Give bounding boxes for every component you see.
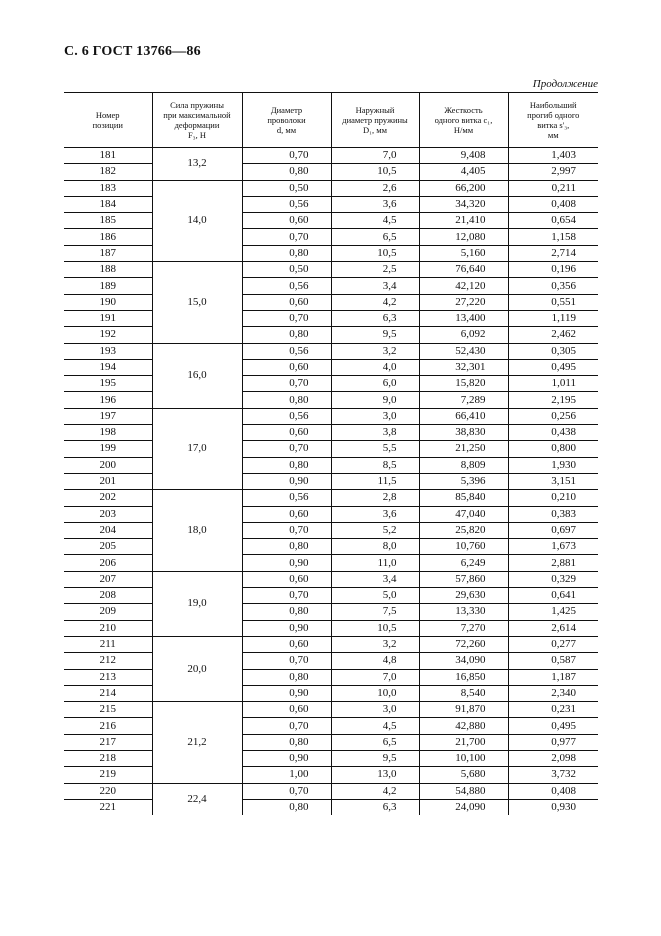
cell-deflection: 1,119 [508, 310, 598, 326]
table-row [64, 718, 598, 734]
cell-position: 197 [64, 408, 152, 424]
cell-spring-force: 13,2 [152, 148, 242, 181]
cell-position: 184 [64, 196, 152, 212]
cell-stiffness: 66,200 [419, 180, 508, 196]
cell-outer-diameter: 3,8 [331, 425, 419, 441]
cell-stiffness: 25,820 [419, 522, 508, 538]
table-row [64, 506, 598, 522]
cell-stiffness: 42,120 [419, 278, 508, 294]
cell-position: 205 [64, 539, 152, 555]
cell-outer-diameter: 11,5 [331, 473, 419, 489]
cell-outer-diameter: 8,0 [331, 539, 419, 555]
cell-deflection: 1,930 [508, 457, 598, 473]
cell-stiffness: 6,092 [419, 327, 508, 343]
cell-stiffness: 16,850 [419, 669, 508, 685]
cell-stiffness: 27,220 [419, 294, 508, 310]
cell-position: 198 [64, 425, 152, 441]
table-row [64, 653, 598, 669]
cell-outer-diameter: 10,5 [331, 245, 419, 261]
cell-wire-diameter: 0,90 [242, 750, 331, 766]
page-title: С. 6 ГОСТ 13766—86 [64, 44, 201, 59]
cell-position: 192 [64, 327, 152, 343]
cell-spring-force: 14,0 [152, 180, 242, 261]
cell-position: 213 [64, 669, 152, 685]
cell-stiffness: 8,540 [419, 685, 508, 701]
cell-outer-diameter: 3,0 [331, 408, 419, 424]
cell-deflection: 0,587 [508, 653, 598, 669]
table-row [64, 799, 598, 815]
cell-outer-diameter: 3,6 [331, 196, 419, 212]
cell-outer-diameter: 3,4 [331, 571, 419, 587]
cell-outer-diameter: 2,6 [331, 180, 419, 196]
cell-position: 215 [64, 702, 152, 718]
cell-wire-diameter: 0,70 [242, 783, 331, 799]
cell-outer-diameter: 2,8 [331, 490, 419, 506]
cell-deflection: 1,158 [508, 229, 598, 245]
cell-wire-diameter: 0,60 [242, 506, 331, 522]
cell-position: 212 [64, 653, 152, 669]
cell-position: 190 [64, 294, 152, 310]
cell-outer-diameter: 5,5 [331, 441, 419, 457]
table-row [64, 310, 598, 326]
cell-wire-diameter: 0,60 [242, 571, 331, 587]
cell-stiffness: 7,289 [419, 392, 508, 408]
table-row [64, 767, 598, 783]
cell-stiffness: 12,080 [419, 229, 508, 245]
cell-position: 194 [64, 359, 152, 375]
cell-wire-diameter: 0,60 [242, 294, 331, 310]
header-coil-stiffness: Жесткость одного витка c₁, Н/мм [419, 93, 508, 148]
table-row [64, 148, 598, 164]
cell-stiffness: 9,408 [419, 148, 508, 164]
cell-outer-diameter: 4,2 [331, 783, 419, 799]
cell-stiffness: 4,405 [419, 164, 508, 180]
table-row [64, 571, 598, 587]
table-row [64, 669, 598, 685]
cell-deflection: 0,329 [508, 571, 598, 587]
table-row [64, 359, 598, 375]
cell-position: 191 [64, 310, 152, 326]
cell-deflection: 0,641 [508, 588, 598, 604]
cell-deflection: 1,403 [508, 148, 598, 164]
table-row [64, 457, 598, 473]
cell-deflection: 2,881 [508, 555, 598, 571]
cell-wire-diameter: 0,60 [242, 213, 331, 229]
cell-spring-force: 16,0 [152, 343, 242, 408]
cell-deflection: 1,673 [508, 539, 598, 555]
cell-outer-diameter: 6,5 [331, 229, 419, 245]
cell-stiffness: 8,809 [419, 457, 508, 473]
cell-position: 203 [64, 506, 152, 522]
cell-stiffness: 42,880 [419, 718, 508, 734]
cell-deflection: 0,977 [508, 734, 598, 750]
cell-deflection: 3,151 [508, 473, 598, 489]
cell-outer-diameter: 5,0 [331, 588, 419, 604]
cell-stiffness: 10,760 [419, 539, 508, 555]
cell-position: 219 [64, 767, 152, 783]
cell-wire-diameter: 0,90 [242, 555, 331, 571]
table-row [64, 539, 598, 555]
cell-position: 210 [64, 620, 152, 636]
cell-wire-diameter: 0,80 [242, 327, 331, 343]
cell-wire-diameter: 0,70 [242, 653, 331, 669]
cell-position: 189 [64, 278, 152, 294]
cell-wire-diameter: 0,80 [242, 539, 331, 555]
cell-outer-diameter: 7,0 [331, 148, 419, 164]
cell-deflection: 0,551 [508, 294, 598, 310]
cell-stiffness: 5,160 [419, 245, 508, 261]
cell-wire-diameter: 0,56 [242, 196, 331, 212]
cell-position: 206 [64, 555, 152, 571]
cell-deflection: 0,930 [508, 799, 598, 815]
cell-deflection: 0,277 [508, 636, 598, 652]
cell-outer-diameter: 4,0 [331, 359, 419, 375]
cell-position: 187 [64, 245, 152, 261]
table-row [64, 213, 598, 229]
table-header-row [64, 93, 598, 148]
cell-stiffness: 24,090 [419, 799, 508, 815]
cell-outer-diameter: 4,5 [331, 718, 419, 734]
table-row [64, 343, 598, 359]
table-row [64, 636, 598, 652]
table-row [64, 262, 598, 278]
table-row [64, 229, 598, 245]
table-row [64, 620, 598, 636]
cell-outer-diameter: 2,5 [331, 262, 419, 278]
table-row [64, 588, 598, 604]
cell-wire-diameter: 0,80 [242, 604, 331, 620]
cell-deflection: 0,408 [508, 783, 598, 799]
cell-deflection: 2,997 [508, 164, 598, 180]
spring-parameters-table [64, 92, 598, 815]
cell-position: 195 [64, 376, 152, 392]
table-row [64, 196, 598, 212]
table-row [64, 522, 598, 538]
cell-wire-diameter: 0,90 [242, 620, 331, 636]
cell-wire-diameter: 1,00 [242, 767, 331, 783]
cell-spring-force: 20,0 [152, 636, 242, 701]
cell-wire-diameter: 0,80 [242, 799, 331, 815]
table-row [64, 783, 598, 799]
cell-outer-diameter: 10,5 [331, 620, 419, 636]
cell-outer-diameter: 10,0 [331, 685, 419, 701]
cell-outer-diameter: 7,0 [331, 669, 419, 685]
cell-wire-diameter: 0,50 [242, 262, 331, 278]
cell-outer-diameter: 13,0 [331, 767, 419, 783]
cell-stiffness: 21,250 [419, 441, 508, 457]
cell-deflection: 0,231 [508, 702, 598, 718]
cell-wire-diameter: 0,70 [242, 310, 331, 326]
cell-deflection: 3,732 [508, 767, 598, 783]
cell-position: 196 [64, 392, 152, 408]
header-max-deflection: Наибольший прогиб одного витка s'₃, мм [508, 93, 598, 148]
cell-position: 186 [64, 229, 152, 245]
cell-position: 199 [64, 441, 152, 457]
cell-outer-diameter: 4,5 [331, 213, 419, 229]
continuation-label: Продолжение [532, 78, 598, 90]
table-row [64, 245, 598, 261]
cell-position: 185 [64, 213, 152, 229]
cell-position: 193 [64, 343, 152, 359]
cell-stiffness: 15,820 [419, 376, 508, 392]
cell-outer-diameter: 6,3 [331, 310, 419, 326]
cell-deflection: 0,383 [508, 506, 598, 522]
cell-wire-diameter: 0,80 [242, 669, 331, 685]
cell-stiffness: 5,396 [419, 473, 508, 489]
cell-deflection: 0,438 [508, 425, 598, 441]
cell-spring-force: 21,2 [152, 702, 242, 783]
table-row [64, 278, 598, 294]
table-row [64, 392, 598, 408]
cell-outer-diameter: 6,5 [331, 734, 419, 750]
cell-deflection: 0,495 [508, 718, 598, 734]
table-row [64, 294, 598, 310]
cell-stiffness: 5,680 [419, 767, 508, 783]
cell-position: 214 [64, 685, 152, 701]
cell-spring-force: 22,4 [152, 783, 242, 815]
cell-wire-diameter: 0,56 [242, 408, 331, 424]
cell-outer-diameter: 6,0 [331, 376, 419, 392]
cell-position: 188 [64, 262, 152, 278]
cell-outer-diameter: 11,0 [331, 555, 419, 571]
cell-position: 211 [64, 636, 152, 652]
cell-deflection: 2,195 [508, 392, 598, 408]
cell-deflection: 0,356 [508, 278, 598, 294]
cell-wire-diameter: 0,70 [242, 229, 331, 245]
table-row [64, 473, 598, 489]
cell-position: 183 [64, 180, 152, 196]
cell-outer-diameter: 9,5 [331, 750, 419, 766]
cell-outer-diameter: 4,2 [331, 294, 419, 310]
cell-wire-diameter: 0,70 [242, 148, 331, 164]
table-row [64, 750, 598, 766]
header-spring-force: Сила пружины при максимальной деформации F₃, Н [152, 93, 242, 148]
cell-deflection: 1,011 [508, 376, 598, 392]
cell-deflection: 0,210 [508, 490, 598, 506]
cell-outer-diameter: 7,5 [331, 604, 419, 620]
cell-wire-diameter: 0,70 [242, 376, 331, 392]
cell-spring-force: 15,0 [152, 262, 242, 343]
cell-stiffness: 13,400 [419, 310, 508, 326]
cell-position: 201 [64, 473, 152, 489]
cell-position: 208 [64, 588, 152, 604]
header-wire-diameter: Диаметр проволоки d, мм [242, 93, 331, 148]
table-row [64, 702, 598, 718]
cell-wire-diameter: 0,80 [242, 164, 331, 180]
cell-wire-diameter: 0,50 [242, 180, 331, 196]
cell-position: 220 [64, 783, 152, 799]
table-row [64, 490, 598, 506]
cell-position: 217 [64, 734, 152, 750]
table-row [64, 425, 598, 441]
cell-wire-diameter: 0,70 [242, 718, 331, 734]
cell-deflection: 2,614 [508, 620, 598, 636]
cell-outer-diameter: 3,2 [331, 343, 419, 359]
cell-wire-diameter: 0,56 [242, 343, 331, 359]
header-position-number: Номер позиции [64, 93, 152, 148]
cell-wire-diameter: 0,80 [242, 245, 331, 261]
table-row [64, 327, 598, 343]
cell-stiffness: 91,870 [419, 702, 508, 718]
cell-stiffness: 66,410 [419, 408, 508, 424]
cell-wire-diameter: 0,80 [242, 457, 331, 473]
table-row [64, 555, 598, 571]
cell-spring-force: 18,0 [152, 490, 242, 571]
cell-wire-diameter: 0,70 [242, 522, 331, 538]
cell-stiffness: 34,090 [419, 653, 508, 669]
cell-position: 209 [64, 604, 152, 620]
cell-outer-diameter: 3,0 [331, 702, 419, 718]
cell-outer-diameter: 5,2 [331, 522, 419, 538]
cell-position: 207 [64, 571, 152, 587]
cell-deflection: 0,196 [508, 262, 598, 278]
cell-deflection: 0,211 [508, 180, 598, 196]
cell-wire-diameter: 0,90 [242, 473, 331, 489]
table-row [64, 180, 598, 196]
cell-wire-diameter: 0,60 [242, 425, 331, 441]
cell-wire-diameter: 0,80 [242, 734, 331, 750]
cell-deflection: 0,800 [508, 441, 598, 457]
cell-stiffness: 7,270 [419, 620, 508, 636]
cell-deflection: 1,425 [508, 604, 598, 620]
cell-stiffness: 6,249 [419, 555, 508, 571]
table-body [64, 148, 598, 816]
cell-outer-diameter: 3,2 [331, 636, 419, 652]
cell-position: 182 [64, 164, 152, 180]
cell-stiffness: 34,320 [419, 196, 508, 212]
cell-stiffness: 54,880 [419, 783, 508, 799]
cell-deflection: 0,654 [508, 213, 598, 229]
cell-wire-diameter: 0,56 [242, 490, 331, 506]
cell-stiffness: 32,301 [419, 359, 508, 375]
cell-position: 216 [64, 718, 152, 734]
cell-stiffness: 10,100 [419, 750, 508, 766]
cell-wire-diameter: 0,80 [242, 392, 331, 408]
cell-wire-diameter: 0,60 [242, 636, 331, 652]
cell-stiffness: 21,700 [419, 734, 508, 750]
cell-deflection: 0,305 [508, 343, 598, 359]
cell-stiffness: 13,330 [419, 604, 508, 620]
cell-stiffness: 76,640 [419, 262, 508, 278]
cell-stiffness: 29,630 [419, 588, 508, 604]
cell-outer-diameter: 8,5 [331, 457, 419, 473]
cell-stiffness: 47,040 [419, 506, 508, 522]
cell-wire-diameter: 0,56 [242, 278, 331, 294]
cell-deflection: 2,714 [508, 245, 598, 261]
cell-outer-diameter: 9,5 [331, 327, 419, 343]
cell-stiffness: 38,830 [419, 425, 508, 441]
cell-outer-diameter: 9,0 [331, 392, 419, 408]
header-outer-diameter: Наружный диаметр пружины D₁, мм [331, 93, 419, 148]
table-row [64, 164, 598, 180]
table-row [64, 734, 598, 750]
table-row [64, 376, 598, 392]
cell-spring-force: 17,0 [152, 408, 242, 489]
cell-stiffness: 85,840 [419, 490, 508, 506]
cell-outer-diameter: 4,8 [331, 653, 419, 669]
cell-wire-diameter: 0,60 [242, 359, 331, 375]
cell-position: 200 [64, 457, 152, 473]
cell-stiffness: 57,860 [419, 571, 508, 587]
cell-spring-force: 19,0 [152, 571, 242, 636]
cell-position: 204 [64, 522, 152, 538]
cell-deflection: 2,098 [508, 750, 598, 766]
cell-stiffness: 72,260 [419, 636, 508, 652]
cell-deflection: 0,408 [508, 196, 598, 212]
table-row [64, 685, 598, 701]
cell-wire-diameter: 0,70 [242, 441, 331, 457]
cell-position: 181 [99, 149, 116, 162]
cell-outer-diameter: 3,6 [331, 506, 419, 522]
table-row [64, 604, 598, 620]
cell-position: 202 [64, 490, 152, 506]
cell-deflection: 1,187 [508, 669, 598, 685]
cell-wire-diameter: 0,60 [242, 702, 331, 718]
cell-wire-diameter: 0,70 [242, 588, 331, 604]
cell-position: 221 [64, 799, 152, 815]
cell-outer-diameter: 10,5 [331, 164, 419, 180]
table-row [64, 441, 598, 457]
cell-outer-diameter: 3,4 [331, 278, 419, 294]
cell-deflection: 0,495 [508, 359, 598, 375]
cell-stiffness: 21,410 [419, 213, 508, 229]
cell-stiffness: 52,430 [419, 343, 508, 359]
cell-position: 218 [64, 750, 152, 766]
cell-deflection: 2,340 [508, 685, 598, 701]
cell-outer-diameter: 6,3 [331, 799, 419, 815]
cell-deflection: 0,256 [508, 408, 598, 424]
cell-deflection: 2,462 [508, 327, 598, 343]
cell-deflection: 0,697 [508, 522, 598, 538]
cell-wire-diameter: 0,90 [242, 685, 331, 701]
table-row [64, 408, 598, 424]
